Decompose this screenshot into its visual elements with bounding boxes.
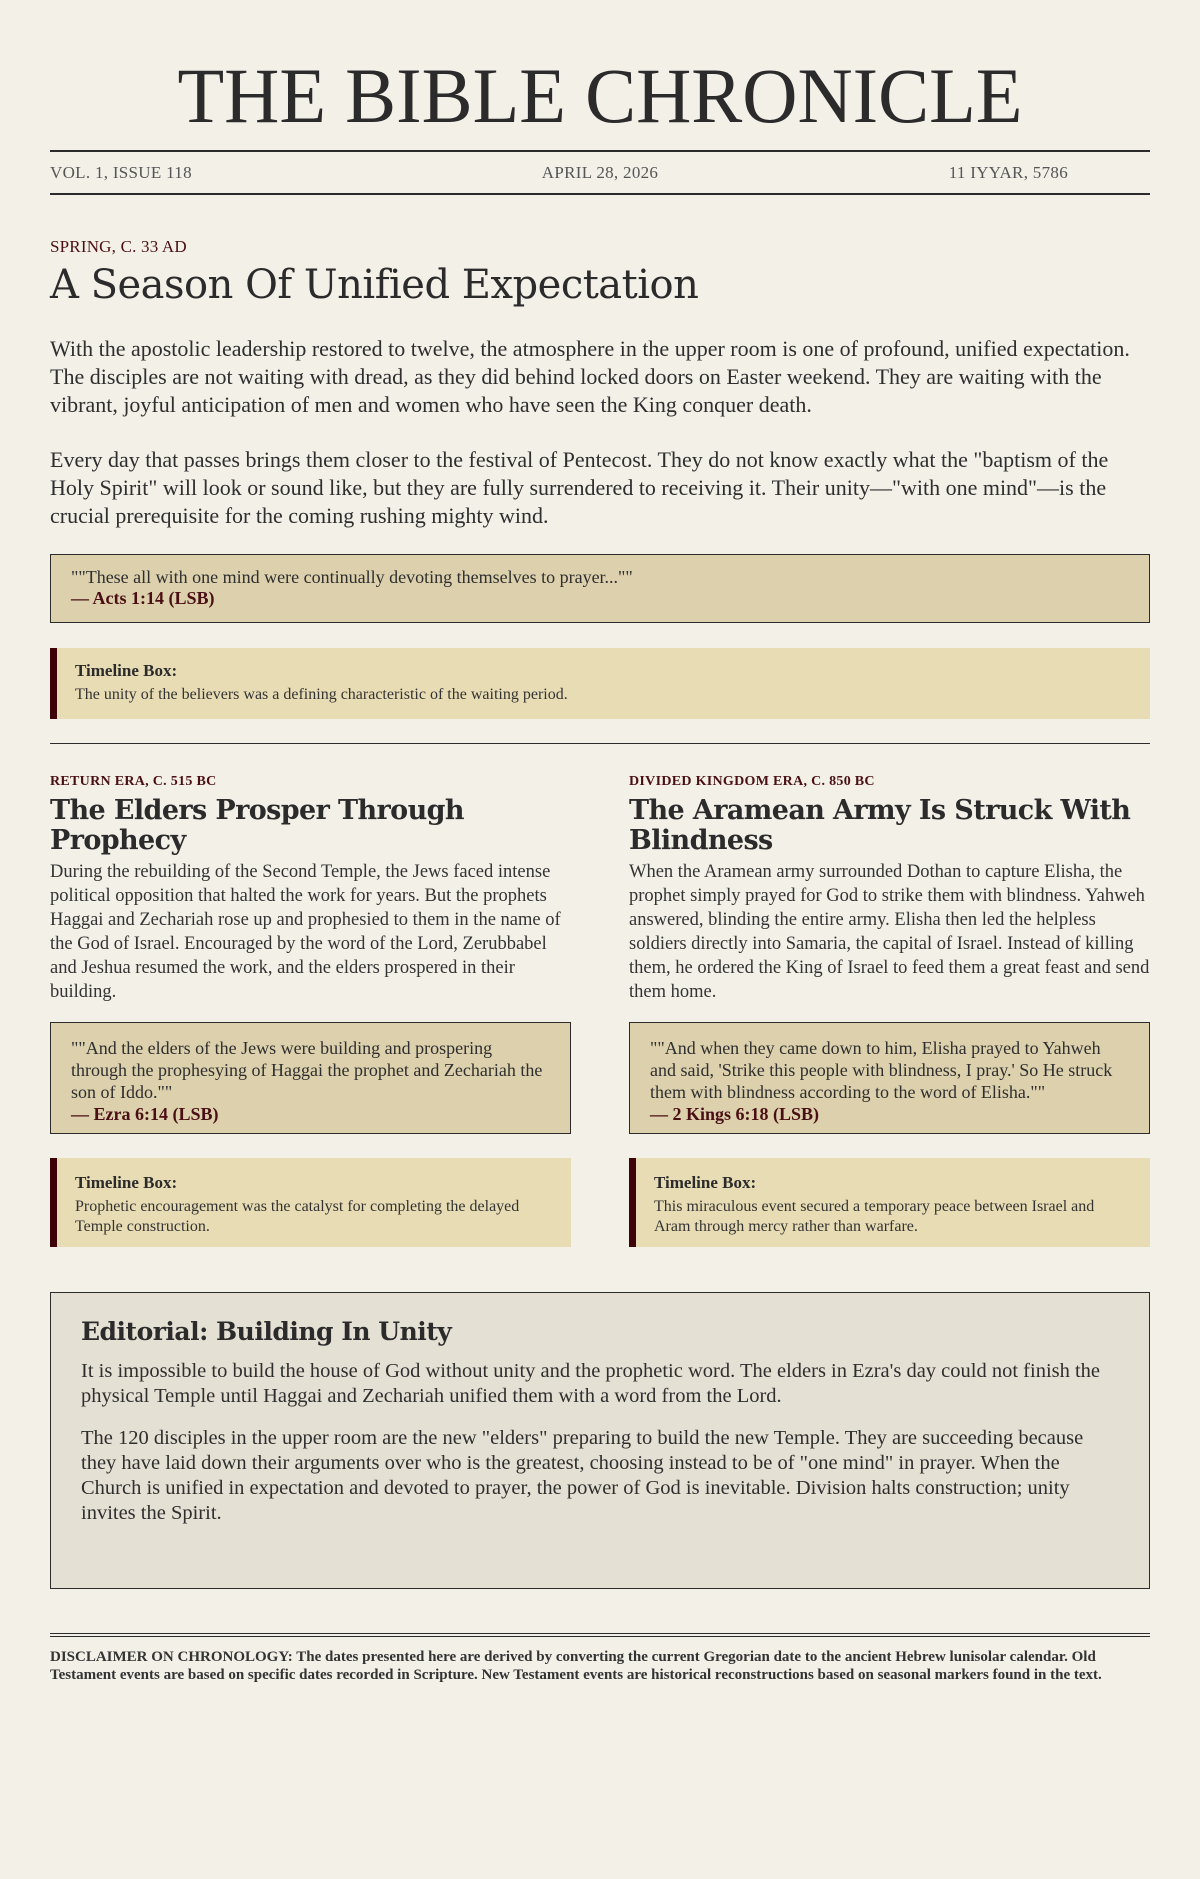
timeline-box	[50, 648, 1150, 719]
timeline-label: Timeline Box:	[654, 1173, 757, 1192]
disclaimer-text: DISCLAIMER ON CHRONOLOGY: The dates presented here are derived by converting the current Gregorian date to the ancient Hebrew lunisolar calendar. Old Testament events are based on specific dates recorded in Scripture. New Testament events are historical reconstructions based on seasonal markers found in the text.	[50, 1649, 1102, 1683]
timeline-box	[629, 1158, 1150, 1247]
quote-text: ""These all with one mind were continually devoting themselves to prayer...""	[71, 567, 633, 587]
lead-era-label: SPRING, C. 33 AD	[50, 237, 187, 256]
editorial-paragraph: The 120 disciples in the upper room are the new "elders" preparing to build the new Temple. They are succeeding because they have laid down their arguments over who is the greatest, choosing instead to be of "one mind" in prayer. When the Church is unified in expectation and devoted to prayer, the power of God is inevitable. Division halts construction; unity invites the Spirit.	[81, 1427, 1084, 1524]
article-return-era	[50, 774, 571, 1247]
editorial-paragraph: It is impossible to build the house of God without unity and the prophetic word. The elders in Ezra's day could not finish the physical Temple until Haggai and Zechariah unified them with a word from the Lord.	[81, 1360, 1101, 1407]
timeline-text: This miraculous event secured a temporary peace between Israel and Aram through mercy rather than warfare.	[654, 1198, 1095, 1235]
masthead-meta-bar	[50, 150, 1150, 195]
lead-article	[50, 195, 1150, 719]
quote-text: ""And when they came down to him, Elisha prayed to Yahweh and said, 'Strike this people with blindness, I pray.' So He struck them with blindness according to the word of Elisha.""	[650, 1038, 1113, 1102]
lead-paragraph: Every day that passes brings them closer to the festival of Pentecost. They do not know exactly what the "baptism of the Holy Spirit" will look or sound like, but they are fully surrendered to receiving it. Their unity—"with one mind"—is the crucial prerequisite for the coming rushing mighty wind.	[50, 447, 1109, 528]
chronology-disclaimer	[50, 1633, 1150, 1684]
article-era-label: RETURN ERA, C. 515 BC	[50, 774, 217, 789]
article-era-label: DIVIDED KINGDOM ERA, C. 850 BC	[629, 774, 875, 789]
quote-reference: — 2 Kings 6:18 (LSB)	[650, 1104, 820, 1124]
lead-paragraph: With the apostolic leadership restored to twelve, the atmosphere in the upper room is one of profound, unified expectation. The disciples are not waiting with dread, as they did behind locked doors on Easter weekend. They are waiting with the vibrant, joyful anticipation of men and women who have seen the King conquer death.	[50, 336, 1130, 417]
lead-body	[50, 335, 1150, 530]
quote-reference: — Ezra 6:14 (LSB)	[71, 1104, 219, 1124]
quote-text: ""And the elders of the Jews were building and prospering through the prophesying of Haggai the prophet and Zechariah the son of Iddo.""	[71, 1038, 543, 1102]
quote-reference: — Acts 1:14 (LSB)	[71, 588, 215, 608]
scripture-quote	[50, 1022, 571, 1134]
editorial-box	[50, 1292, 1150, 1589]
timeline-label: Timeline Box:	[75, 661, 178, 680]
article-body: When the Aramean army surrounded Dothan to capture Elisha, the prophet simply prayed for God to strike them with blindness. Yahweh answered, blinding the entire army. Elisha then led the helpless soldiers directly into Samaria, the capital of Israel. Instead of killing them, he ordered the King of Israel to feed them a great feast and send them home.	[629, 862, 1150, 1002]
newspaper-title: THE BIBLE CHRONICLE	[177, 52, 1023, 139]
gregorian-date: APRIL 28, 2026	[541, 162, 659, 182]
scripture-quote	[50, 554, 1150, 623]
editorial-title: Editorial: Building In Unity	[81, 1317, 452, 1346]
scripture-quote	[629, 1022, 1150, 1134]
article-headline: The Aramean Army Is Struck With Blindness	[629, 795, 1131, 856]
article-headline: The Elders Prosper Through Prophecy	[50, 795, 464, 856]
timeline-text: Prophetic encouragement was the catalyst for completing the delayed Temple construction.	[75, 1198, 520, 1235]
article-divided-kingdom	[629, 774, 1150, 1247]
lead-headline: A Season Of Unified Expectation	[50, 262, 699, 308]
two-column-articles	[50, 744, 1150, 1247]
timeline-label: Timeline Box:	[75, 1173, 178, 1192]
timeline-box	[50, 1158, 571, 1247]
hebrew-date: 11 IYYAR, 5786	[948, 162, 1068, 182]
masthead	[50, 0, 1150, 195]
article-body: During the rebuilding of the Second Temple, the Jews faced intense political opposition that halted the work for years. But the prophets Haggai and Zechariah rose up and prophesied to them in the name of the God of Israel. Encouraged by the word of the Lord, Zerubbabel and Jeshua resumed the work, and the elders prospered in their building.	[50, 862, 561, 1002]
timeline-text: The unity of the believers was a defining characteristic of the waiting period.	[75, 686, 568, 703]
issue-volume: VOL. 1, ISSUE 118	[50, 162, 192, 182]
